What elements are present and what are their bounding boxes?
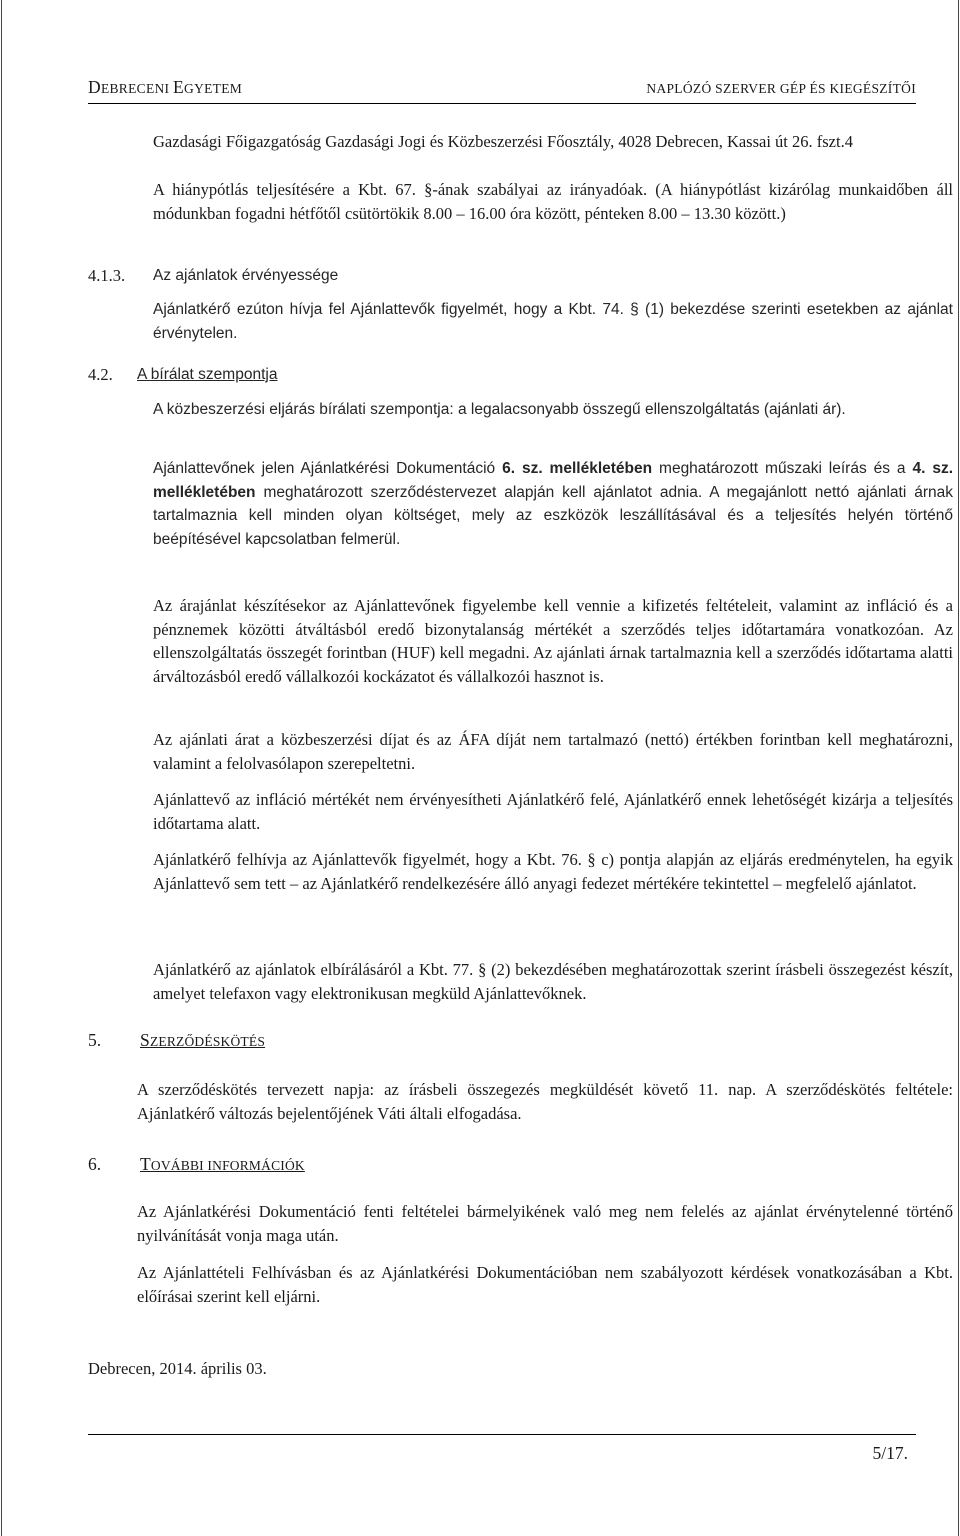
section-4-2-evaluation-paragraph: Ajánlatkérő az ajánlatok elbírálásáról a Kbt. 77. § (2) bekezdésében meghatározottak szerint írásbeli összegezést készít, amelyet telefaxon vagy elektronikusan megküld Ajánlattevőknek.: [153, 960, 953, 1003]
section-6-number: 6.: [88, 1154, 102, 1174]
place-and-date: Debrecen, 2014. április 03.: [88, 1359, 267, 1378]
page-border-right: [958, 0, 959, 1536]
address-paragraph: Gazdasági Főigazgatóság Gazdasági Jogi és Közbeszerzési Főosztály, 4028 Debrecen, Kassai út 26. fszt.4: [153, 132, 853, 151]
section-4-1-3-title: Az ajánlatok érvényessége: [153, 267, 339, 284]
section-6-heading: [88, 1152, 305, 1178]
header-divider: [88, 103, 916, 104]
section-5-title: SZERZŐDÉSKÖTÉS: [140, 1030, 266, 1050]
section-4-1-3-number: 4.1.3.: [88, 266, 126, 285]
section-4-2-unsuccessful-paragraph: Ajánlatkérő felhívja az Ajánlattevők figyelmét, hogy a Kbt. 76. § c) pontja alapján az eljárás eredménytelen, ha egyik Ajánlattevő sem tett – az Ajánlatkérő rendelkezésére álló anyagi fedezet mértékére tekintettel – megfelelő ajánlatot.: [153, 850, 953, 893]
section-5-body: A szerződéskötés tervezett napja: az írásbeli összegezés megküldését követő 11. nap. A szerződéskötés feltétele: Ajánlatkérő változás bejelentőjének Váti általi elfogadása.: [137, 1080, 953, 1123]
section-6-title: TOVÁBBI INFORMÁCIÓK: [140, 1154, 305, 1174]
section-4-2-number: 4.2.: [88, 365, 113, 384]
page-number: 5/17.: [872, 1443, 908, 1463]
section-4-2-inflation-paragraph: Ajánlattevő az infláció mértékét nem érvényesítheti Ajánlatkérő felé, Ajánlatkérő ennek lehetőségét kizárja a teljesítés időtartama alatt.: [153, 790, 953, 833]
section-4-2-criteria: A közbeszerzési eljárás bírálati szempontja: a legalacsonyabb összegű ellenszolgáltatás (ajánlati ár).: [153, 401, 846, 418]
section-5-number: 5.: [88, 1030, 102, 1050]
header-document-title: NAPLÓZÓ SZERVER GÉP ÉS KIEGÉSZÍTŐI: [646, 81, 916, 96]
section-4-1-3-body: Ajánlatkérő ezúton hívja fel Ajánlattevők figyelmét, hogy a Kbt. 74. § (1) bekezdése szerinti esetekben az ajánlat érvénytelen.: [153, 301, 953, 342]
section-6-paragraph-2: Az Ajánlattételi Felhívásban és az Ajánlatkérési Dokumentációban nem szabályozott kérdések vonatkozásában a Kbt. előírásai szerint kell eljárni.: [137, 1263, 953, 1306]
missing-docs-paragraph: A hiánypótlás teljesítésére a Kbt. 67. §-ának szabályai az irányadóak. (A hiánypótlást kizárólag munkaidőben áll módunkban fogadni hétfőtől csütörtökik 8.00 – 16.00 óra között, pénteken 8.00 – 13.30 között.): [153, 180, 953, 223]
section-4-2-net-price-paragraph: Az ajánlati árat a közbeszerzési díjat és az ÁFA díját nem tartalmazó (nettó) értékben forintban kell meghatározni, valamint a felolvasólapon szerepeltetni.: [153, 730, 953, 773]
header-institution: DEBRECENI EGYETEM: [88, 77, 243, 97]
footer-divider: [88, 1434, 916, 1435]
section-6-paragraph-1: Az Ajánlatkérési Dokumentáció fenti feltételei bármelyikének való meg nem felelés az ajánlat érvénytelenné történő nyilvánítását vonja maga után.: [137, 1202, 953, 1245]
section-5-heading: [88, 1028, 265, 1054]
section-4-2-pricing-paragraph: Az árajánlat készítésekor az Ajánlattevőnek figyelembe kell vennie a kifizetés feltételeit, valamint az infláció és a pénznemek közötti átváltásból eredő bizonytalanság mértékét a szerződés teljes időtartamára vonatkozóan. Az ellenszolgáltatás összegét forintban (HUF) kell megadni. Az ajánlati árnak tartalmaznia kell a szerződés időtartama alatti árváltozásból eredő vállalkozói kockázatot és vállalkozói hasznot is.: [153, 596, 953, 686]
section-4-2-title: A bírálat szempontja: [137, 366, 278, 383]
page-border-left: [1, 0, 2, 1536]
section-4-2-offer-paragraph: Ajánlattevőnek jelen Ajánlatkérési Dokumentáció 6. sz. mellékletében meghatározott műszaki leírás és a 4. sz. mellékletében meghatározott szerződéstervezet alapján kell ajánlatot adnia. A megajánlott nettó ajánlati árnak tartalmaznia kell minden olyan költséget, mely az eszközök leszállításával és a teljesítés helyén történő beépítésével kapcsolatban felmerül.: [153, 460, 954, 548]
